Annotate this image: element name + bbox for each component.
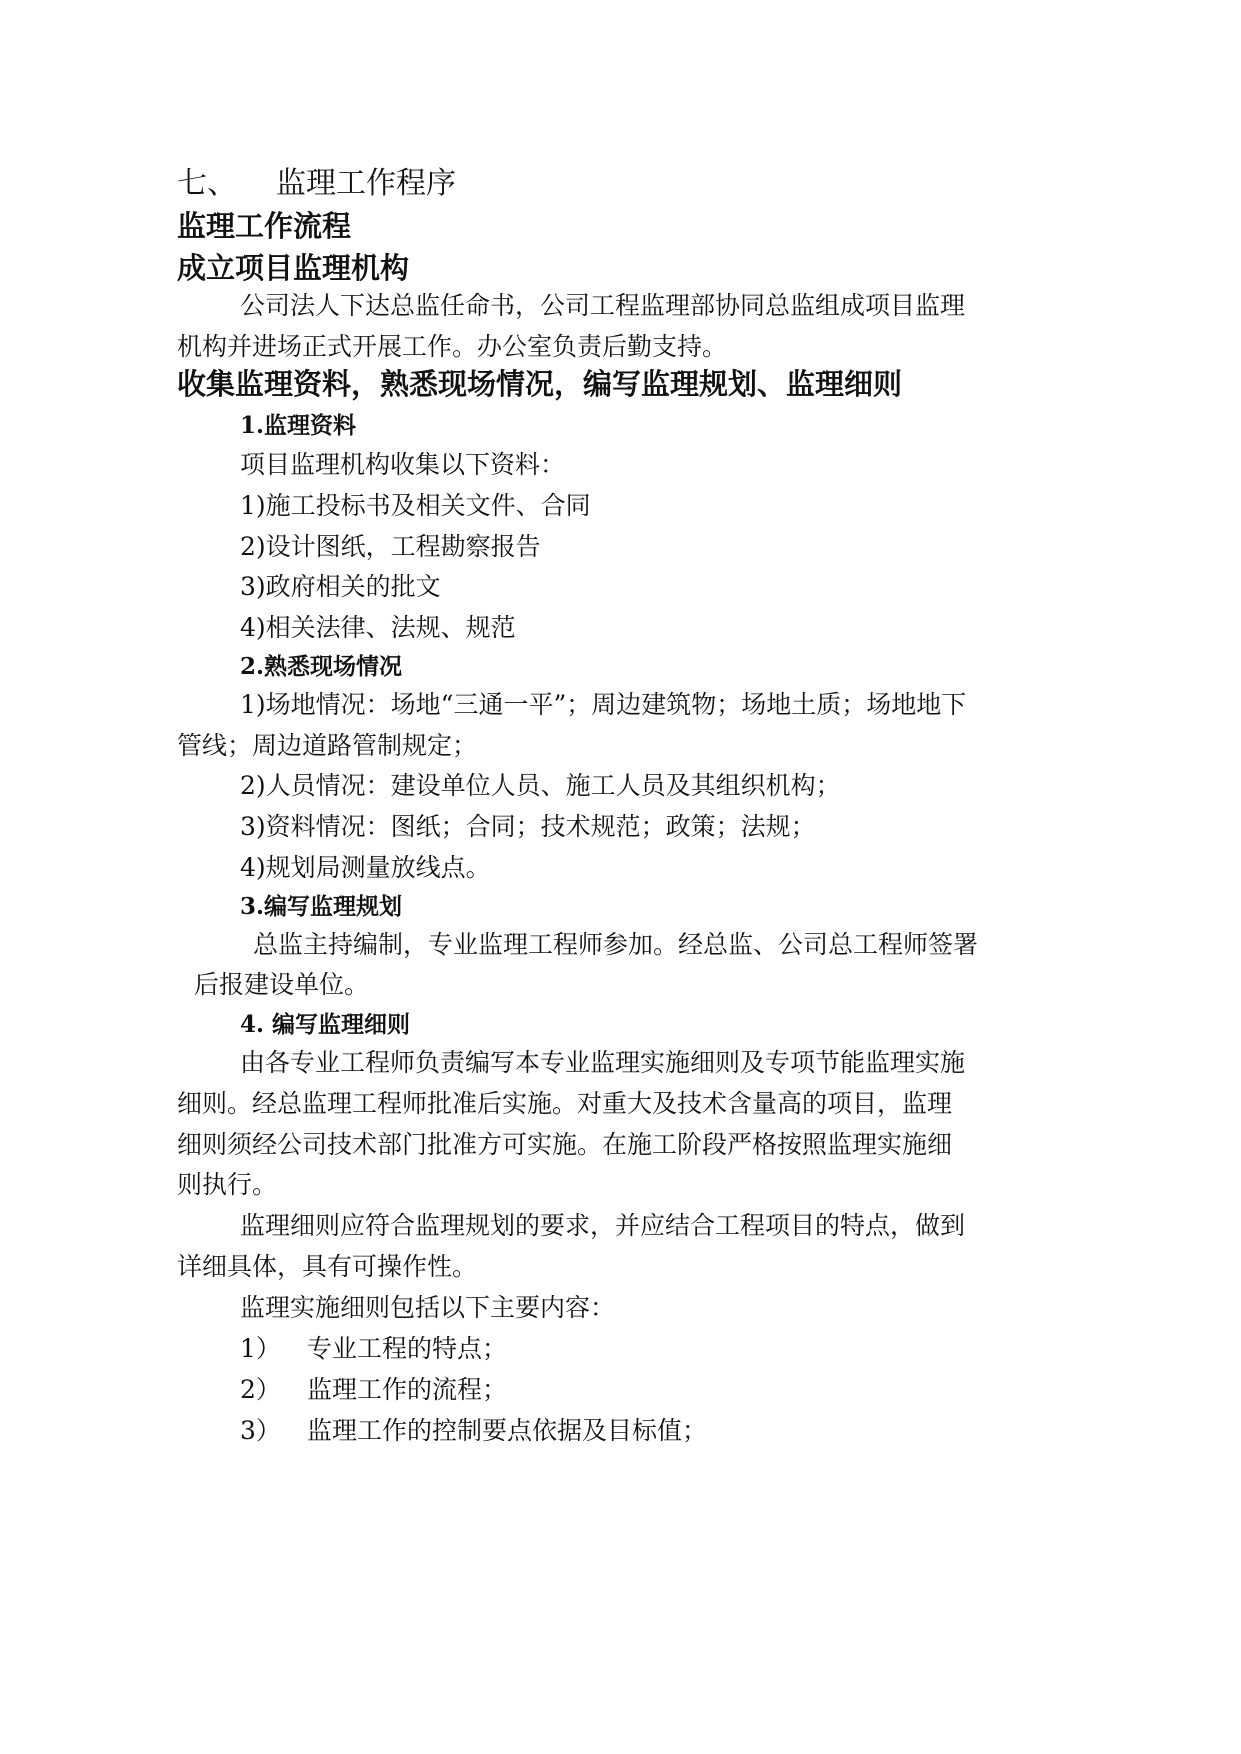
section2-item-3: 3)资料情况：图纸；合同；技术规范；政策；法规； <box>240 812 816 841</box>
section4-item-3 <box>240 1418 707 1443</box>
section4-item-1-text: 专业工程的特点； <box>307 1334 508 1363</box>
setup-para-line-2: 机构并进场正式开展工作。办公室负责后勤支持。 <box>177 332 728 361</box>
section4-para1-line-3: 细则须经公司技术部门批准方可实施。在施工阶段严格按照监理实施细 <box>177 1130 953 1159</box>
chapter-number: 七、 <box>177 166 237 201</box>
section1-item-4: 4)相关法律、法规、规范 <box>240 613 516 642</box>
section1-item-2: 2)设计图纸，工程勘察报告 <box>240 532 541 561</box>
section2-title: 2.熟悉现场情况 <box>240 653 403 680</box>
section1-item-3: 3)政府相关的批文 <box>240 572 441 601</box>
section4-title: 4. 编写监理细则 <box>240 1011 411 1038</box>
section4-para1-line-4: 则执行。 <box>177 1170 278 1199</box>
section4-item-2 <box>240 1377 507 1402</box>
section1-title: 1.监理资料 <box>240 412 357 439</box>
section3-title: 3.编写监理规划 <box>240 893 403 920</box>
section4-para2-line-1: 监理细则应符合监理规划的要求，并应结合工程项目的特点，做到 <box>240 1211 966 1240</box>
section2-item-4: 4)规划局测量放线点。 <box>240 853 491 882</box>
section4-intro: 监理实施细则包括以下主要内容： <box>240 1293 616 1322</box>
section1-intro: 项目监理机构收集以下资料： <box>240 450 566 479</box>
section4-para1-line-1: 由各专业工程师负责编写本专业监理实施细则及专项节能监理实施 <box>240 1048 966 1077</box>
chapter-heading <box>177 166 456 201</box>
section4-item-3-text: 监理工作的控制要点依据及目标值； <box>307 1416 708 1445</box>
section4-item-1 <box>240 1336 507 1361</box>
heading-collect: 收集监理资料，熟悉现场情况，编写监理规划、监理细则 <box>177 367 903 401</box>
section4-item-2-text: 监理工作的流程； <box>307 1375 508 1404</box>
section3-para-line-2: 后报建设单位。 <box>194 970 370 999</box>
heading-workflow: 监理工作流程 <box>177 209 352 243</box>
section4-item-2-num: 2） <box>240 1375 281 1404</box>
section4-item-3-num: 3） <box>240 1416 281 1445</box>
section4-para2-line-2: 详细具体，具有可操作性。 <box>177 1252 478 1281</box>
section2-item-2: 2)人员情况：建设单位人员、施工人员及其组织机构； <box>240 771 841 800</box>
section4-item-1-num: 1） <box>240 1334 281 1363</box>
section2-item-1-cont: 管线；周边道路管制规定； <box>177 731 478 760</box>
setup-para-line-1: 公司法人下达总监任命书，公司工程监理部协同总监组成项目监理 <box>240 291 966 320</box>
section2-item-1: 1)场地情况：场地“三通一平”；周边建筑物；场地土质；场地地下 <box>240 690 967 719</box>
section1-item-1: 1)施工投标书及相关文件、合同 <box>240 491 591 520</box>
section4-para1-line-2: 细则。经总监理工程师批准后实施。对重大及技术含量高的项目，监理 <box>177 1089 953 1118</box>
heading-setup: 成立项目监理机构 <box>177 251 410 285</box>
section3-para-line-1: 总监主持编制，专业监理工程师参加。经总监、公司总工程师签署 <box>253 930 979 959</box>
chapter-title: 监理工作程序 <box>276 166 456 201</box>
